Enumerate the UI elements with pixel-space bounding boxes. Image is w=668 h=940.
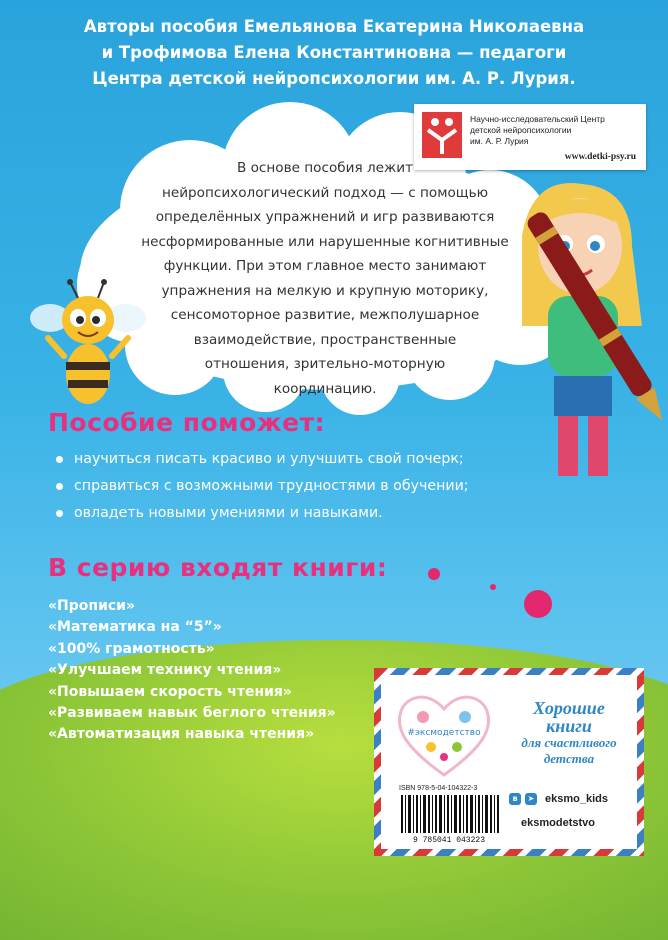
- center-name: [470, 114, 605, 147]
- publisher-card: [374, 668, 644, 856]
- list-item: «Повышаем скорость чтения»: [48, 683, 292, 700]
- center-name-line: им. А. Р. Лурия: [470, 136, 529, 146]
- social-handle[interactable]: eksmodetstvo: [521, 817, 595, 829]
- center-name-line: Научно-исследовательский Центр: [470, 114, 605, 124]
- cloud-line: функции. При этом главное место занимают: [163, 258, 487, 274]
- social-handle[interactable]: eksmo_kids: [545, 793, 608, 805]
- help-heading: Пособие поможет:: [48, 408, 326, 437]
- girl-with-pen-mascot: [492, 176, 668, 476]
- cloud-line: координацию.: [273, 380, 377, 397]
- cloud-line: сенсомоторное развитие, межполушарное: [170, 307, 480, 323]
- slogan: [499, 699, 639, 767]
- telegram-icon[interactable]: ➤: [525, 793, 537, 805]
- vk-icon[interactable]: в: [509, 793, 521, 805]
- list-item: «Автоматизация навыка чтения»: [48, 726, 315, 743]
- decor-dot: [524, 590, 552, 618]
- cloud-line: упражнения на мелкую и крупную моторику,: [161, 282, 489, 299]
- slogan-line: детства: [543, 751, 595, 766]
- authors-line: Центра детской нейропсихологии им. А. Р. Лурия.: [92, 69, 576, 88]
- slogan-line: для счастливого: [521, 735, 617, 750]
- decor-dot: [490, 584, 496, 590]
- publisher-card-body: [381, 675, 637, 849]
- help-list: [56, 446, 469, 527]
- barcode-digits: 9 785041 043223: [412, 836, 486, 843]
- slogan-line: книги: [546, 716, 592, 736]
- heart-icon: [395, 691, 493, 779]
- list-item: «Прописи»: [48, 598, 136, 614]
- cloud-line: определённых упражнений и игр развиваются: [155, 209, 495, 225]
- cloud-text: [100, 156, 550, 401]
- cloud-line: нейропсихологический подход — с помощью: [161, 184, 489, 201]
- list-item: «Математика на “5”»: [48, 619, 222, 636]
- list-item: «Улучшаем технику чтения»: [48, 662, 282, 679]
- isbn-label: ISBN 978-5-04-104322-3: [399, 785, 478, 792]
- cloud-line: отношения, зрительно-моторную: [204, 356, 446, 372]
- list-item: «Развиваем навык беглого чтения»: [48, 705, 336, 722]
- authors-line: Авторы пособия Емельянова Екатерина Николаевна: [83, 17, 585, 36]
- center-url[interactable]: www.detki-psy.ru: [564, 152, 636, 162]
- series-heading: В серию входят книги:: [48, 553, 388, 582]
- social-row: [509, 793, 608, 805]
- center-name-line: детской нейропсихологии: [470, 125, 572, 135]
- list-item: овладеть новыми умениями и навыками.: [56, 500, 469, 527]
- cloud-line: взаимодействие, пространственные: [193, 331, 457, 348]
- center-logo-icon: [422, 112, 462, 158]
- decor-dot: [428, 568, 440, 580]
- slogan-line: Хорошие: [533, 698, 605, 718]
- list-item: научиться писать красиво и улучшить свой почерк;: [56, 446, 469, 473]
- cloud-line: В основе пособия лежит: [236, 160, 414, 176]
- series-list: [48, 596, 336, 746]
- authors-line: и Трофимова Елена Константиновна — педагоги: [101, 43, 567, 62]
- heart-label: #эксмодетство: [407, 728, 481, 738]
- list-item: «100% грамотность»: [48, 640, 215, 657]
- cloud-line: несформированные или нарушенные когнитивные: [141, 233, 509, 250]
- center-info-box: [414, 104, 646, 170]
- list-item: справиться с возможными трудностями в обучении;: [56, 473, 469, 500]
- bee-mascot: [28, 278, 148, 418]
- barcode-icon: [397, 795, 502, 843]
